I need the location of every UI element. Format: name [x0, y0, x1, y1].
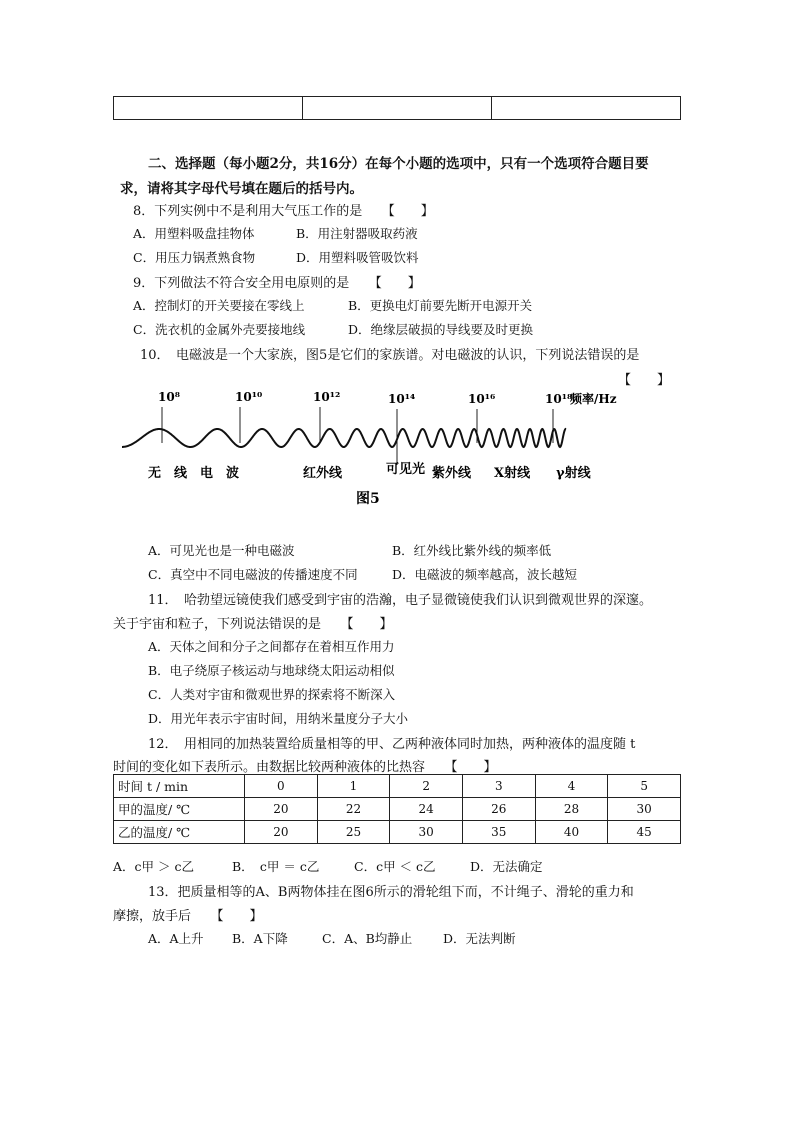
table-cell: 24	[390, 798, 463, 821]
q13-option-a: A．A上升	[148, 931, 204, 946]
table-cell: 2	[390, 775, 463, 798]
q11-option-d: D．用光年表示宇宙时间，用纳米量度分子大小	[148, 711, 409, 726]
table-cell: 0	[245, 775, 318, 798]
question-11-stem-line2: 关于宇宙和粒子，下列说法错误的是 【 】	[113, 617, 393, 632]
question-10-bracket: 【 】	[618, 373, 671, 388]
table-cell: 25	[317, 821, 390, 844]
q11-option-c: C．人类对宇宙和微观世界的探索将不断深入	[148, 687, 396, 702]
em-spectrum-figure	[120, 385, 680, 515]
q12-option-c: C．c甲 ＜ c乙	[354, 859, 436, 874]
table-cell: 3	[462, 775, 535, 798]
question-11-stem-line1: 11． 哈勃望远镜使我们感受到宇宙的浩瀚，电子显微镜使我们认识到微观世界的深邃。	[148, 593, 653, 608]
q12-option-d: D．无法确定	[470, 859, 543, 874]
q10-option-b: B．红外线比紫外线的频率低	[392, 543, 552, 558]
wave-curve	[122, 429, 566, 447]
answer-cell	[114, 97, 303, 119]
band-label: 红外线	[303, 466, 343, 481]
q9-option-a: A．控制灯的开关要接在零线上	[133, 298, 305, 313]
question-13-stem-line1: 13．把质量相等的A、B两物体挂在图6所示的滑轮组下而，不计绳子、滑轮的重力和	[148, 885, 634, 900]
answer-grid-row	[113, 96, 681, 120]
table-cell: 45	[608, 821, 681, 844]
table-cell: 30	[390, 821, 463, 844]
question-12-stem-line1: 12． 用相同的加热装置给质量相等的甲、乙两种液体同时加热，两种液体的温度随 t	[148, 737, 636, 752]
band-label: 紫外线	[432, 466, 472, 481]
table-cell: 30	[608, 798, 681, 821]
freq-unit: 频率/Hz	[570, 392, 617, 406]
band-label: γ射线	[556, 466, 591, 481]
freq-label: 10¹⁰	[235, 390, 263, 404]
q9-option-c: C．洗衣机的金属外壳要接地线	[133, 322, 306, 337]
table-cell: 26	[462, 798, 535, 821]
table-row	[114, 798, 681, 821]
q11-option-b: B．电子绕原子核运动与地球绕太阳运动相似	[148, 663, 395, 678]
row-label-jia: 甲的温度/ ℃	[114, 798, 245, 821]
band-label: X射线	[494, 466, 531, 481]
freq-label: 10¹⁴	[388, 392, 416, 406]
freq-label: 10¹²	[313, 390, 341, 404]
table-cell: 35	[462, 821, 535, 844]
q10-option-a: A．可见光也是一种电磁波	[148, 543, 295, 558]
q8-option-c: C．用压力锅煮熟食物	[133, 250, 256, 265]
table-cell: 20	[245, 798, 318, 821]
table-cell: 1	[317, 775, 390, 798]
q8-option-b: B．用注射器吸取药液	[296, 226, 418, 241]
row-label-time: 时间 t / min	[114, 775, 245, 798]
q13-option-b: B．A下降	[232, 931, 288, 946]
q13-option-d: D．无法判断	[443, 931, 516, 946]
table-cell: 40	[535, 821, 608, 844]
table-cell: 22	[317, 798, 390, 821]
section-heading-line1: 二、选择题（每小题2分，共16分）在每个小题的选项中，只有一个选项符合题目要	[148, 156, 649, 172]
table-cell: 28	[535, 798, 608, 821]
band-label: 无 线 电 波	[148, 466, 240, 481]
q8-option-d: D．用塑料吸管吸饮料	[296, 250, 419, 265]
section-heading-line2: 求，请将其字母代号填在题后的括号内。	[120, 181, 363, 197]
row-label-yi: 乙的温度/ ℃	[114, 821, 245, 844]
table-cell: 4	[535, 775, 608, 798]
freq-label: 10¹⁸	[545, 392, 573, 406]
q12-option-a: A．c甲 ＞ c乙	[113, 859, 194, 874]
question-9-stem: 9．下列做法不符合安全用电原则的是 【 】	[133, 276, 421, 291]
table-cell: 5	[608, 775, 681, 798]
q10-option-c: C．真空中不同电磁波的传播速度不同	[148, 567, 358, 582]
table-cell: 20	[245, 821, 318, 844]
q9-option-d: D．绝缘层破损的导线要及时更换	[348, 322, 534, 337]
question-12-stem-line2: 时间的变化如下表所示。由数据比较两种液体的比热容 【 】	[113, 760, 497, 775]
q8-option-a: A．用塑料吸盘挂物体	[133, 226, 255, 241]
question-8-stem: 8．下列实例中不是利用大气压工作的是 【 】	[133, 204, 434, 219]
question-13-stem-line2: 摩擦，放手后 【 】	[113, 909, 263, 924]
answer-cell	[303, 97, 492, 119]
table-row	[114, 775, 681, 798]
answer-cell	[492, 97, 680, 119]
figure-caption: 图5	[356, 491, 380, 507]
freq-label: 10⁸	[158, 390, 180, 404]
band-label: 可见光	[386, 462, 426, 477]
q10-option-d: D．电磁波的频率越高，波长越短	[392, 567, 578, 582]
question-10-stem: 10． 电磁波是一个大家族，图5是它们的家族谱。对电磁波的认识，下列说法错误的是	[140, 348, 640, 363]
q13-option-c: C．A、B均静止	[322, 931, 413, 946]
table-row	[114, 821, 681, 844]
q12-option-b: B． c甲 ＝ c乙	[232, 859, 320, 874]
q9-option-b: B．更换电灯前要先断开电源开关	[348, 298, 533, 313]
temperature-table	[113, 774, 681, 844]
freq-label: 10¹⁶	[468, 392, 496, 406]
q11-option-a: A．天体之间和分子之间都存在着相互作用力	[148, 639, 395, 654]
